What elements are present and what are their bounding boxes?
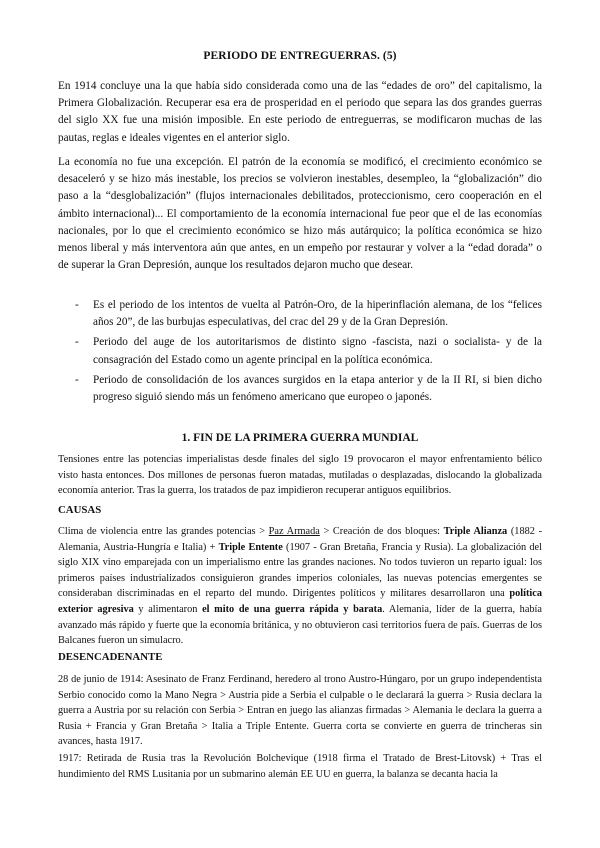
triple-alianza-term: Triple Alianza bbox=[443, 526, 508, 537]
desencadenante-heading: DESENCADENANTE bbox=[58, 651, 163, 663]
document-title: PERIODO DE ENTREGUERRAS. (5) bbox=[203, 50, 397, 62]
bullet-dash: - bbox=[75, 373, 79, 386]
mito-guerra-term: el mito de una guerra rápida y barata bbox=[202, 603, 383, 615]
causas-heading: CAUSAS bbox=[58, 504, 102, 516]
list-item bbox=[75, 334, 542, 368]
bullet-text: Periodo del auge de los autoritarismos de distinto signo -fascista, nazi o socialista- y de la consagración del Estado como un agente principal en la política económica. bbox=[93, 336, 542, 366]
list-item bbox=[75, 297, 542, 331]
desencadenante-paragraph-2: 1917: Retirada de Rusia tras la Revolución Bolchevique (1918 firma el Tratado de Brest-Litovsk) + Tras el hundimiento del RMS Lusitania por un submarino alemán EE UU en guerra, la balanza se decanta hacia la bbox=[58, 753, 542, 780]
causas-text: (1907 - Gran Bretaña, Francia y Rusia). La globalización del siglo XIX vino emparejada con un imperialismo entre las grandes naciones. No todos tuvieron un reparto igual: los primeros países industrializados consiguieron grandes imperios coloniales, las nuevas potencias emergentes se consideraban discriminadas en el reparto del mundo. Dirigentes políticos y militares desarrollaron una bbox=[58, 541, 542, 600]
bullet-dash: - bbox=[75, 336, 79, 349]
section-heading-fin-primera-guerra: 1. FIN DE LA PRIMERA GUERRA MUNDIAL bbox=[181, 432, 419, 444]
section-intro-paragraph: Tensiones entre las potencias imperialistas desde finales del siglo 19 provocaron el mayor enfrentamiento bélico visto hasta entonces. Dos millones de personas fueron matadas, mutiladas o desplazadas, dislocando la globalizada economía anterior. Tras la guerra, los tratados de paz impidieron recuperar antiguos equilibrios. bbox=[58, 454, 542, 497]
bullet-text: Es el periodo de los intentos de vuelta al Patrón-Oro, de la hiperinflación alemana, de los “felices años 20”, de las burbujas especulativas, del crac del 29 y de la Gran Depresión. bbox=[93, 299, 542, 329]
desencadenante-paragraph-1: 28 de junio de 1914: Asesinato de Franz Ferdinand, heredero al trono Austro-Húngaro, por un grupo independentista Serbio conocido como la Mano Negra > Austria pide a Serbia el culpable o le declarará la guerra > Rusia declara la guerra a Austria por su relación con Serbia > Entran en juego las alianzas firmadas > Alemania le declara la guerra a Rusia + Francia y Gran Bretaña > Italia a Triple Entente. Guerra corta se convierte en guerra de trincheras sin avances, hasta 1917. bbox=[58, 674, 542, 748]
paz-armada-term: Paz Armada bbox=[268, 526, 320, 537]
intro-paragraph-1: En 1914 concluye una la que había sido considerada como una de las “edades de oro” del capitalismo, la Primera Globalización. Recuperar esa era de prosperidad en el periodo que separa las dos grandes guerras del siglo XX fue una misión imposible. En este periodo de entreguerras, se modificaron muchas de las pautas, reglas e ideales vigentes en el anterior siglo. bbox=[58, 80, 542, 144]
bullet-dash: - bbox=[75, 299, 79, 311]
causas-text: Clima de violencia entre las grandes potencias > bbox=[58, 526, 269, 537]
causas-text: . Alemania, líder de la guerra, había avanzado más rápido y fuerte que la economía británica, y no obtuvieron casi territorios fuera de país. Guerras de los Balcanes fueron un simulacro. bbox=[58, 603, 542, 647]
list-item bbox=[75, 372, 542, 406]
causas-text: > Creación de dos bloques: bbox=[319, 526, 444, 537]
triple-entente-term: Triple Entente bbox=[218, 541, 283, 553]
causas-text: (1882 - Alemania, Austria-Hungría e Italia) + bbox=[58, 526, 542, 553]
period-bullet-list bbox=[75, 297, 542, 409]
causas-paragraph bbox=[58, 524, 542, 649]
causas-text: y alimentaron bbox=[133, 603, 203, 615]
bullet-text: Periodo de consolidación de los avances surgidos en la etapa anterior y de la II RI, si bien dicho progreso siguió siendo más un fenómeno americano que europeo o japonés. bbox=[93, 373, 542, 404]
politica-exterior-term: política exterior agresiva bbox=[58, 588, 542, 615]
intro-paragraph-2: La economía no fue una excepción. El patrón de la economía se modificó, el crecimiento económico se desaceleró y se hizo más inestable, los precios se volvieron inestables, desempleo, la “globalización” dio paso a la “desglobalización” (flujos internacionales debilitados, proteccionismo, cero cooperación en el ámbito internacional)... El comportamiento de la economía internacional fue peor que el de las economías nacionales, por lo que el crecimiento económico se hizo más autárquico; la política económica se hizo menos liberal y más interventora aún que antes, en un empeño por restaurar y volver a la “edad dorada” o de superar la Gran Depresión, aunque los resultados dejaron mucho que desear. bbox=[58, 156, 542, 272]
